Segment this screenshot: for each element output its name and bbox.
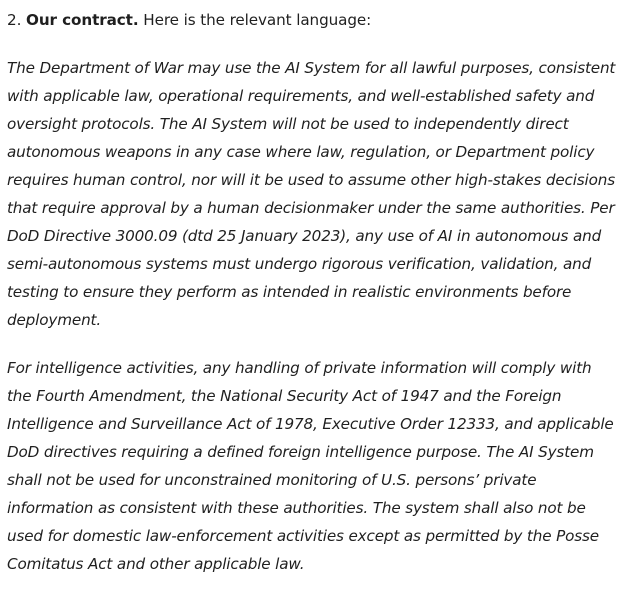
section-intro: Here is the relevant language: xyxy=(143,11,372,29)
contract-paragraph-intelligence: For intelligence activities, any handling of private information will comply with the Fourth Amendment, the National Security Act of 1947 and the Foreign Intelligence and Surveillance Act of 1978, Executive Order 12333, and applicable DoD directives requiring a defined foreign intelligence purpose. The AI System shall not be used for unconstrained monitoring of U.S. persons’ private information as consistent with these authorities. The system shall also not be used for domestic law-enforcement activities except as permitted by the Posse Comitatus Act and other applicable law. xyxy=(7,359,614,573)
contract-paragraph-weapons: The Department of War may use the AI System for all lawful purposes, consistent with applicable law, operational requirements, and well-established safety and oversight protocols. The AI System will not be used to independently direct autonomous weapons in any case where law, regulation, or Department policy requires human control, nor will it be used to assume other high-stakes decisions that require approval by a human decisionmaker under the same authorities. Per DoD Directive 3000.09 (dtd 25 January 2023), any use of AI in autonomous and semi-autonomous systems must undergo rigorous verification, validation, and testing to ensure they perform as intended in realistic environments before deployment. xyxy=(7,59,616,329)
section-title: Our contract. xyxy=(26,11,139,29)
section-number: 2. xyxy=(7,11,22,29)
section-heading xyxy=(7,6,619,34)
